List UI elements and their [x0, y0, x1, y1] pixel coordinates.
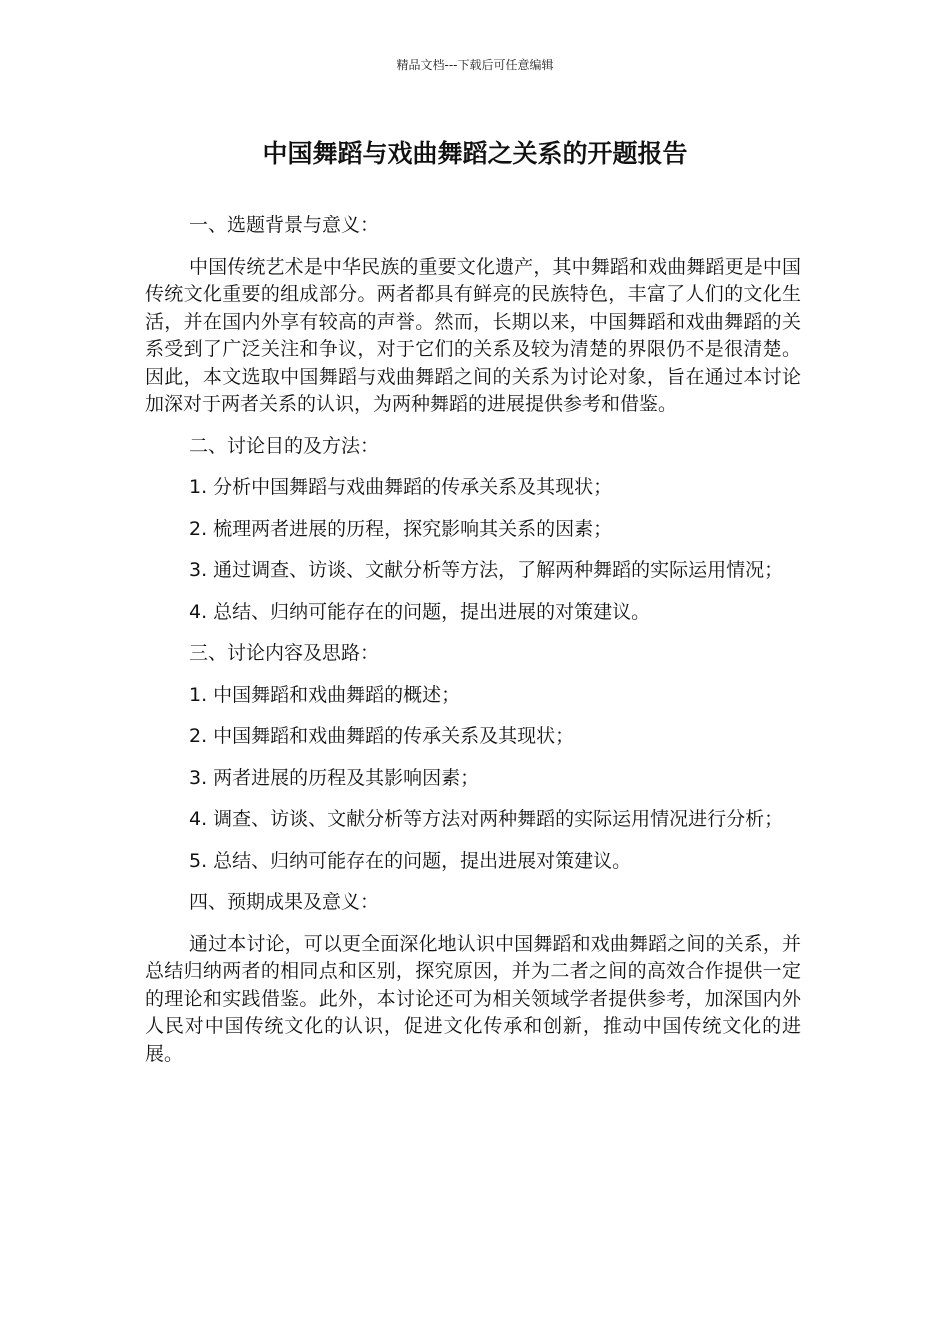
list-item-content-3: 3. 两者进展的历程及其影响因素； — [189, 766, 480, 789]
list-item-content-2: 2. 中国舞蹈和戏曲舞蹈的传承关系及其现状； — [189, 725, 575, 747]
section-heading-content: 三、讨论内容及思路： — [189, 642, 380, 664]
section-heading-background: 一、选题背景与意义： — [189, 214, 380, 236]
list-item-purpose-3: 3. 通过调查、访谈、文献分析等方法，了解两种舞蹈的实际运用情况； — [189, 559, 784, 581]
list-item-purpose-1: 1. 分析中国舞蹈与戏曲舞蹈的传承关系及其现状； — [189, 476, 613, 498]
document-body — [145, 212, 801, 1082]
section-heading-purpose: 二、讨论目的及方法： — [189, 434, 380, 457]
paragraph-outcomes: 通过本讨论，可以更全面深化地认识中国舞蹈和戏曲舞蹈之间的关系，并总结归纳两者的相同点和区别，探究原因，并为二者之间的高效合作提供一定的理论和实践借鉴。此外，本讨论还可为相关领域学者提供参考，加深国内外人民对中国传统文化的认识，促进文化传承和创新，推动中国传统文化的进展。 — [145, 932, 801, 1065]
list-item-purpose-4: 4. 总结、归纳可能存在的问题，提出进展的对策建议。 — [189, 600, 651, 623]
list-item-content-1: 1. 中国舞蹈和戏曲舞蹈的概述； — [189, 683, 461, 706]
list-item-purpose-2: 2. 梳理两者进展的历程，探究影响其关系的因素； — [189, 517, 613, 540]
paragraph-background: 中国传统艺术是中华民族的重要文化遗产，其中舞蹈和戏曲舞蹈更是中国传统文化重要的组成部分。两者都具有鲜亮的民族特色，丰富了人们的文化生活，并在国内外享有较高的声誉。然而，长期以来，中国舞蹈和戏曲舞蹈的关系受到了广泛关注和争议，对于它们的关系及较为清楚的界限仍不是很清楚。因此，本文选取中国舞蹈与戏曲舞蹈之间的关系为讨论对象，旨在通过本讨论加深对于两者关系的认识，为两种舞蹈的进展提供参考和借鉴。 — [145, 255, 801, 415]
document-title: 中国舞蹈与戏曲舞蹈之关系的开题报告 — [262, 139, 688, 168]
header-note: 精品文档---下载后可任意编辑 — [396, 58, 554, 72]
list-item-content-5: 5. 总结、归纳可能存在的问题，提出进展对策建议。 — [189, 849, 632, 872]
section-heading-outcomes: 四、预期成果及意义： — [189, 891, 380, 913]
list-item-content-4: 4. 调查、访谈、文献分析等方法对两种舞蹈的实际运用情况进行分析； — [189, 808, 784, 830]
